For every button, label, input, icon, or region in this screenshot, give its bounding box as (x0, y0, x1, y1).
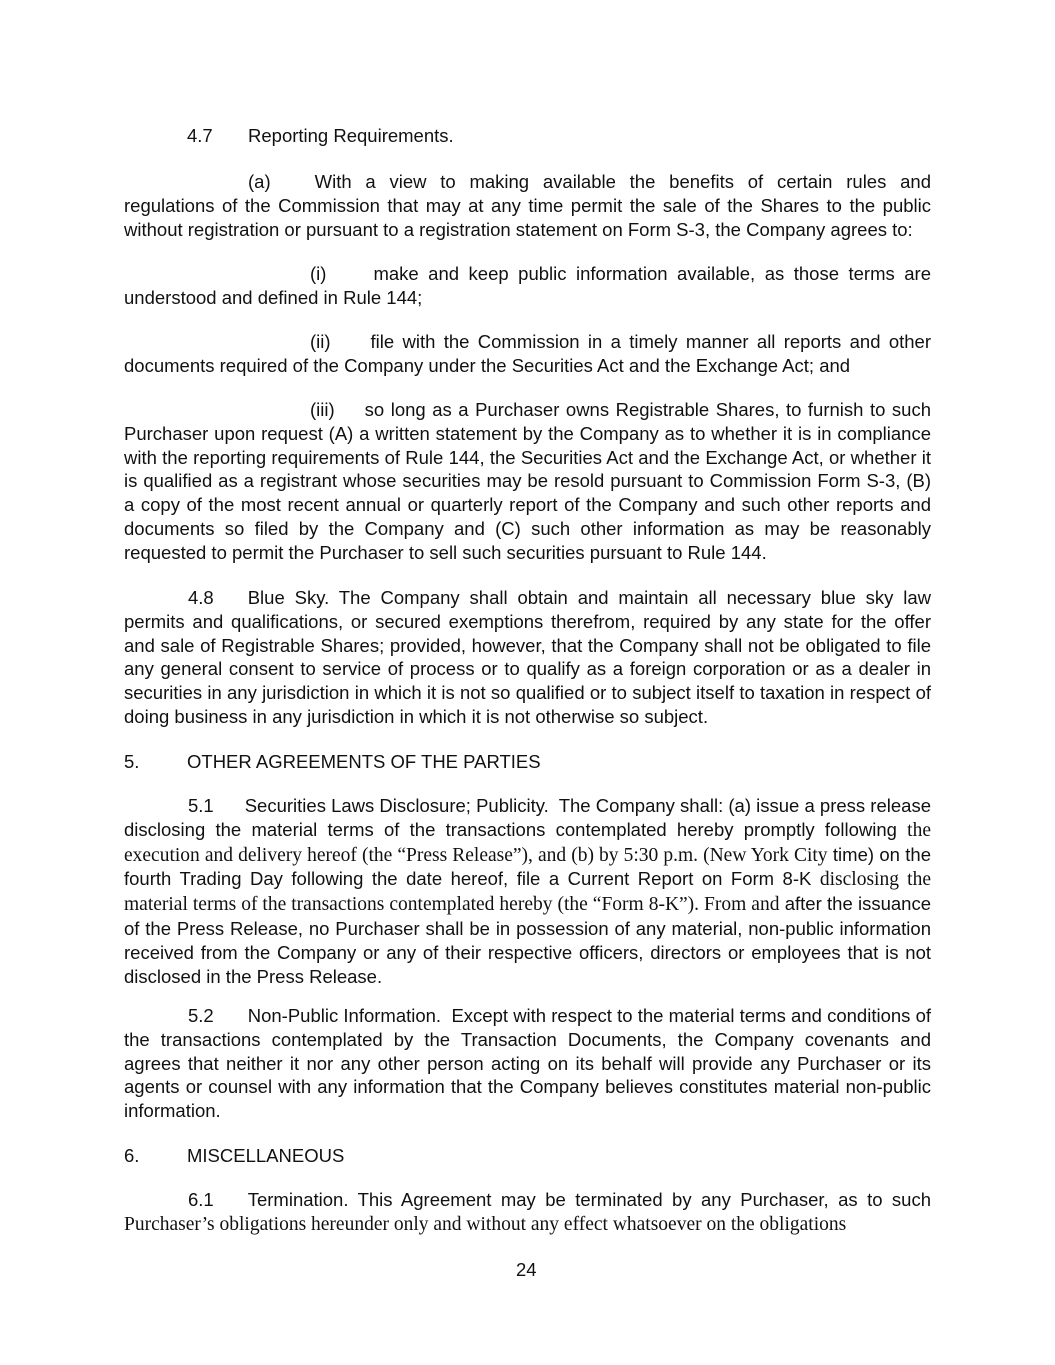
section-6-1-number: 6.1 (188, 1189, 214, 1210)
section-4-7-number: 4.7 (187, 125, 213, 146)
paragraph-4-7-iii (124, 398, 931, 565)
section-6-number: 6. (124, 1145, 140, 1166)
label-iii: (iii) (310, 399, 335, 420)
paragraph-4-7-a (124, 170, 931, 241)
paragraph-4-7-iii-text: so long as a Purchaser owns Registrable Shares, to furnish to such Purchaser upon request (A) a written statement by the Company as to whether it is in compliance with the reporting requirements of Rule 144, the Securities Act and the Exchange Act, or whether it is qualified as a registrant whose securities may be resold pursuant to Commission Form S-3, (B) a copy of the most recent annual or quarterly report of the Company and such other reports and documents so filed by the Company and (C) such other information as may be reasonably requested to permit the Purchaser to sell such securities pursuant to Rule 144. (124, 399, 931, 563)
label-ii: (ii) (310, 331, 331, 352)
paragraph-5-1 (124, 794, 931, 988)
paragraph-5-2 (124, 1004, 931, 1123)
paragraph-6-1-text-1: This Agreement may be terminated by any Purchaser, as to such (357, 1189, 931, 1210)
section-4-8-title: Blue Sky. (247, 587, 330, 608)
paragraph-5-1-text-3: time) on the fourth Trading Day following the date hereof, file a Current Report on Form 8-K (124, 843, 931, 890)
paragraph-5-1-text-5: after the issuance of the Press Release, no Purchaser shall be in possession of any material, non-public information received from the Company or any of their respective officers, directors or employees that is not disclosed in the Press Release. (124, 893, 932, 987)
section-5-1-title: Securities Laws Disclosure; Publicity. (244, 795, 549, 816)
section-4-7-title: Reporting Requirements. (248, 125, 454, 146)
section-6-title: MISCELLANEOUS (187, 1145, 345, 1166)
section-4-8-number: 4.8 (188, 587, 214, 608)
label-i: (i) (310, 263, 327, 284)
section-5-2-number: 5.2 (188, 1005, 214, 1026)
paragraph-5-2-text: Except with respect to the material terms and conditions of the transactions contemplated by the Transaction Documents, the Company covenants and agrees that neither it nor any other person acting on its behalf will provide any Purchaser or its agents or counsel with any information that the Company believes constitutes material non-public information. (124, 1005, 932, 1122)
paragraph-4-7-ii-text: file with the Commission in a timely manner all reports and other documents required of the Company under the Securities Act and the Exchange Act; and (124, 331, 931, 376)
paragraph-5-1-text-2: the execution and delivery hereof (the “Press Release”), and (b) by 5:30 p.m. (New York City (124, 819, 931, 866)
paragraph-6-1 (124, 1188, 931, 1237)
paragraph-4-7-a-text: With a view to making available the benefits of certain rules and regulations of the Commission that may at any time permit the sale of the Shares to the public without registration or pursuant to a registration statement on Form S-3, the Company agrees to: (124, 171, 931, 240)
page-number: 24 (516, 1259, 537, 1280)
section-5-number: 5. (124, 751, 140, 772)
paragraph-6-1-text-2: Purchaser’s obligations hereunder only and without any effect whatsoever on the obligations (124, 1213, 847, 1235)
paragraph-4-8-text: The Company shall obtain and maintain all necessary blue sky law permits and qualifications, or secured exemptions therefrom, required by any state for the offer and sale of Registrable Shares; provided, however, that the Company shall not be obligated to file any general consent to service of process or to qualify as a foreign corporation or as a dealer in securities in any jurisdiction in which it is not so qualified or to subject itself to taxation in respect of doing business in any jurisdiction in which it is not otherwise so subject. (124, 587, 931, 727)
paragraph-4-7-i (124, 262, 931, 310)
paragraph-4-7-ii (124, 330, 931, 378)
paragraph-5-1-text-1: The Company shall: (a) issue a press release disclosing the material terms of the transactions contemplated hereby promptly following (124, 795, 931, 840)
section-5-2-title: Non-Public Information. (247, 1005, 442, 1026)
paragraph-4-7-i-text: make and keep public information available, as those terms are understood and defined in Rule 144; (124, 263, 931, 308)
paragraph-4-8 (124, 586, 931, 729)
section-6-1-title: Termination. (247, 1189, 349, 1210)
paragraph-5-1-text-4: disclosing the material terms of the transactions contemplated hereby (the “Form 8-K”). From and (124, 869, 931, 916)
section-5-1-number: 5.1 (188, 795, 214, 816)
section-5-title: OTHER AGREEMENTS OF THE PARTIES (187, 751, 541, 772)
label-a: (a) (248, 171, 271, 192)
